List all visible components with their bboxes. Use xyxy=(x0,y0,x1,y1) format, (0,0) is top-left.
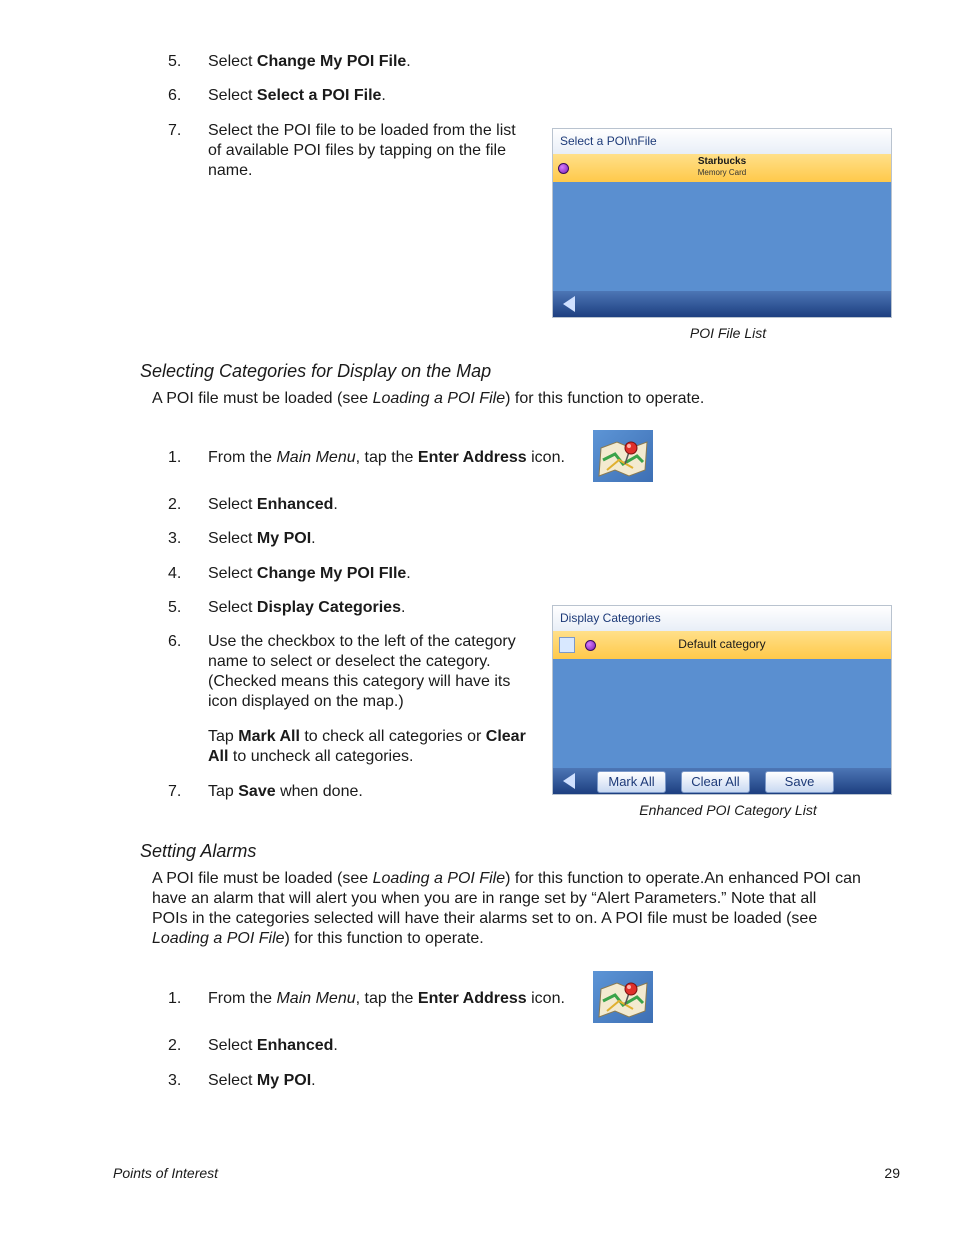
section-heading: Selecting Categories for Display on the Map xyxy=(140,361,492,381)
map-pin-icon xyxy=(593,971,653,1023)
step-number: 3. xyxy=(168,1072,182,1089)
step-text: Select the POI file to be loaded from the list of available POI files by tapping on the file name. xyxy=(208,122,516,179)
step-number: 1. xyxy=(168,449,182,466)
screen-toolbar xyxy=(553,768,891,794)
list-item-subtitle: Memory Card xyxy=(697,168,747,177)
list-item[interactable] xyxy=(553,631,891,659)
step-text: Use the checkbox to the left of the category name to select or deselect the category. (Checked means this category will have its icon displayed on the map.) xyxy=(208,633,516,710)
step-note: Tap Mark All to check all categories or Clear All to uncheck all categories. xyxy=(208,728,526,765)
step-number: 7. xyxy=(168,122,182,139)
page-number: 29 xyxy=(884,1165,900,1181)
list-item[interactable] xyxy=(553,154,891,182)
step-number: 1. xyxy=(168,990,182,1007)
step-number: 3. xyxy=(168,530,182,547)
step-text: Select Change My POI File. xyxy=(208,53,411,70)
step-text: Select Select a POI File. xyxy=(208,87,386,104)
screen-toolbar xyxy=(553,291,891,317)
alarms-paragraph: A POI file must be loaded (see Loading a POI File) for this function to operate.An enhanced POI can have an alarm that will alert you when you are in range set by “Alert Parameters.” Note that all POIs in the categories selected will have their alarms set to on. A POI file must be loaded (see Loading a POI File) for this function to operate. xyxy=(152,870,861,947)
step-text: Select Change My POI FIle. xyxy=(208,565,411,582)
list-item-name: Starbucks xyxy=(697,156,747,167)
step-number: 6. xyxy=(168,87,182,104)
step-number: 2. xyxy=(168,1037,182,1054)
step-number: 7. xyxy=(168,783,182,800)
mark-all-button[interactable]: Mark All xyxy=(597,771,666,793)
step-text: Select Enhanced. xyxy=(208,496,338,513)
step-number: 2. xyxy=(168,496,182,513)
section-heading: Setting Alarms xyxy=(140,841,257,861)
step-text: Select My POI. xyxy=(208,1072,316,1089)
step-text: Select Display Categories. xyxy=(208,599,406,616)
footer-section-title: Points of Interest xyxy=(113,1165,219,1181)
category-name: Default category xyxy=(678,637,766,651)
screen-title: Display Categories xyxy=(553,606,891,631)
save-button[interactable]: Save xyxy=(765,771,834,793)
step-text: From the Main Menu, tap the Enter Address icon. xyxy=(208,990,565,1007)
step-text: Select My POI. xyxy=(208,530,316,547)
clear-all-button[interactable]: Clear All xyxy=(681,771,750,793)
step-number: 5. xyxy=(168,53,182,70)
screen-title: Select a POI\nFile xyxy=(553,129,891,154)
display-categories-screen xyxy=(552,605,892,795)
intro-paragraph: A POI file must be loaded (see Loading a POI File) for this function to operate. xyxy=(152,390,705,407)
map-pin-icon xyxy=(593,430,653,482)
step-number: 6. xyxy=(168,633,182,650)
step-number: 5. xyxy=(168,599,182,616)
figure-caption: POI File List xyxy=(689,325,767,341)
step-text: Tap Save when done. xyxy=(208,783,363,800)
poi-file-list-screen xyxy=(552,128,892,318)
back-arrow-icon[interactable] xyxy=(563,296,575,312)
back-arrow-icon[interactable] xyxy=(563,773,575,789)
step-text: From the Main Menu, tap the Enter Address icon. xyxy=(208,449,565,466)
figure-caption: Enhanced POI Category List xyxy=(639,802,817,818)
step-text: Select Enhanced. xyxy=(208,1037,338,1054)
step-number: 4. xyxy=(168,565,182,582)
